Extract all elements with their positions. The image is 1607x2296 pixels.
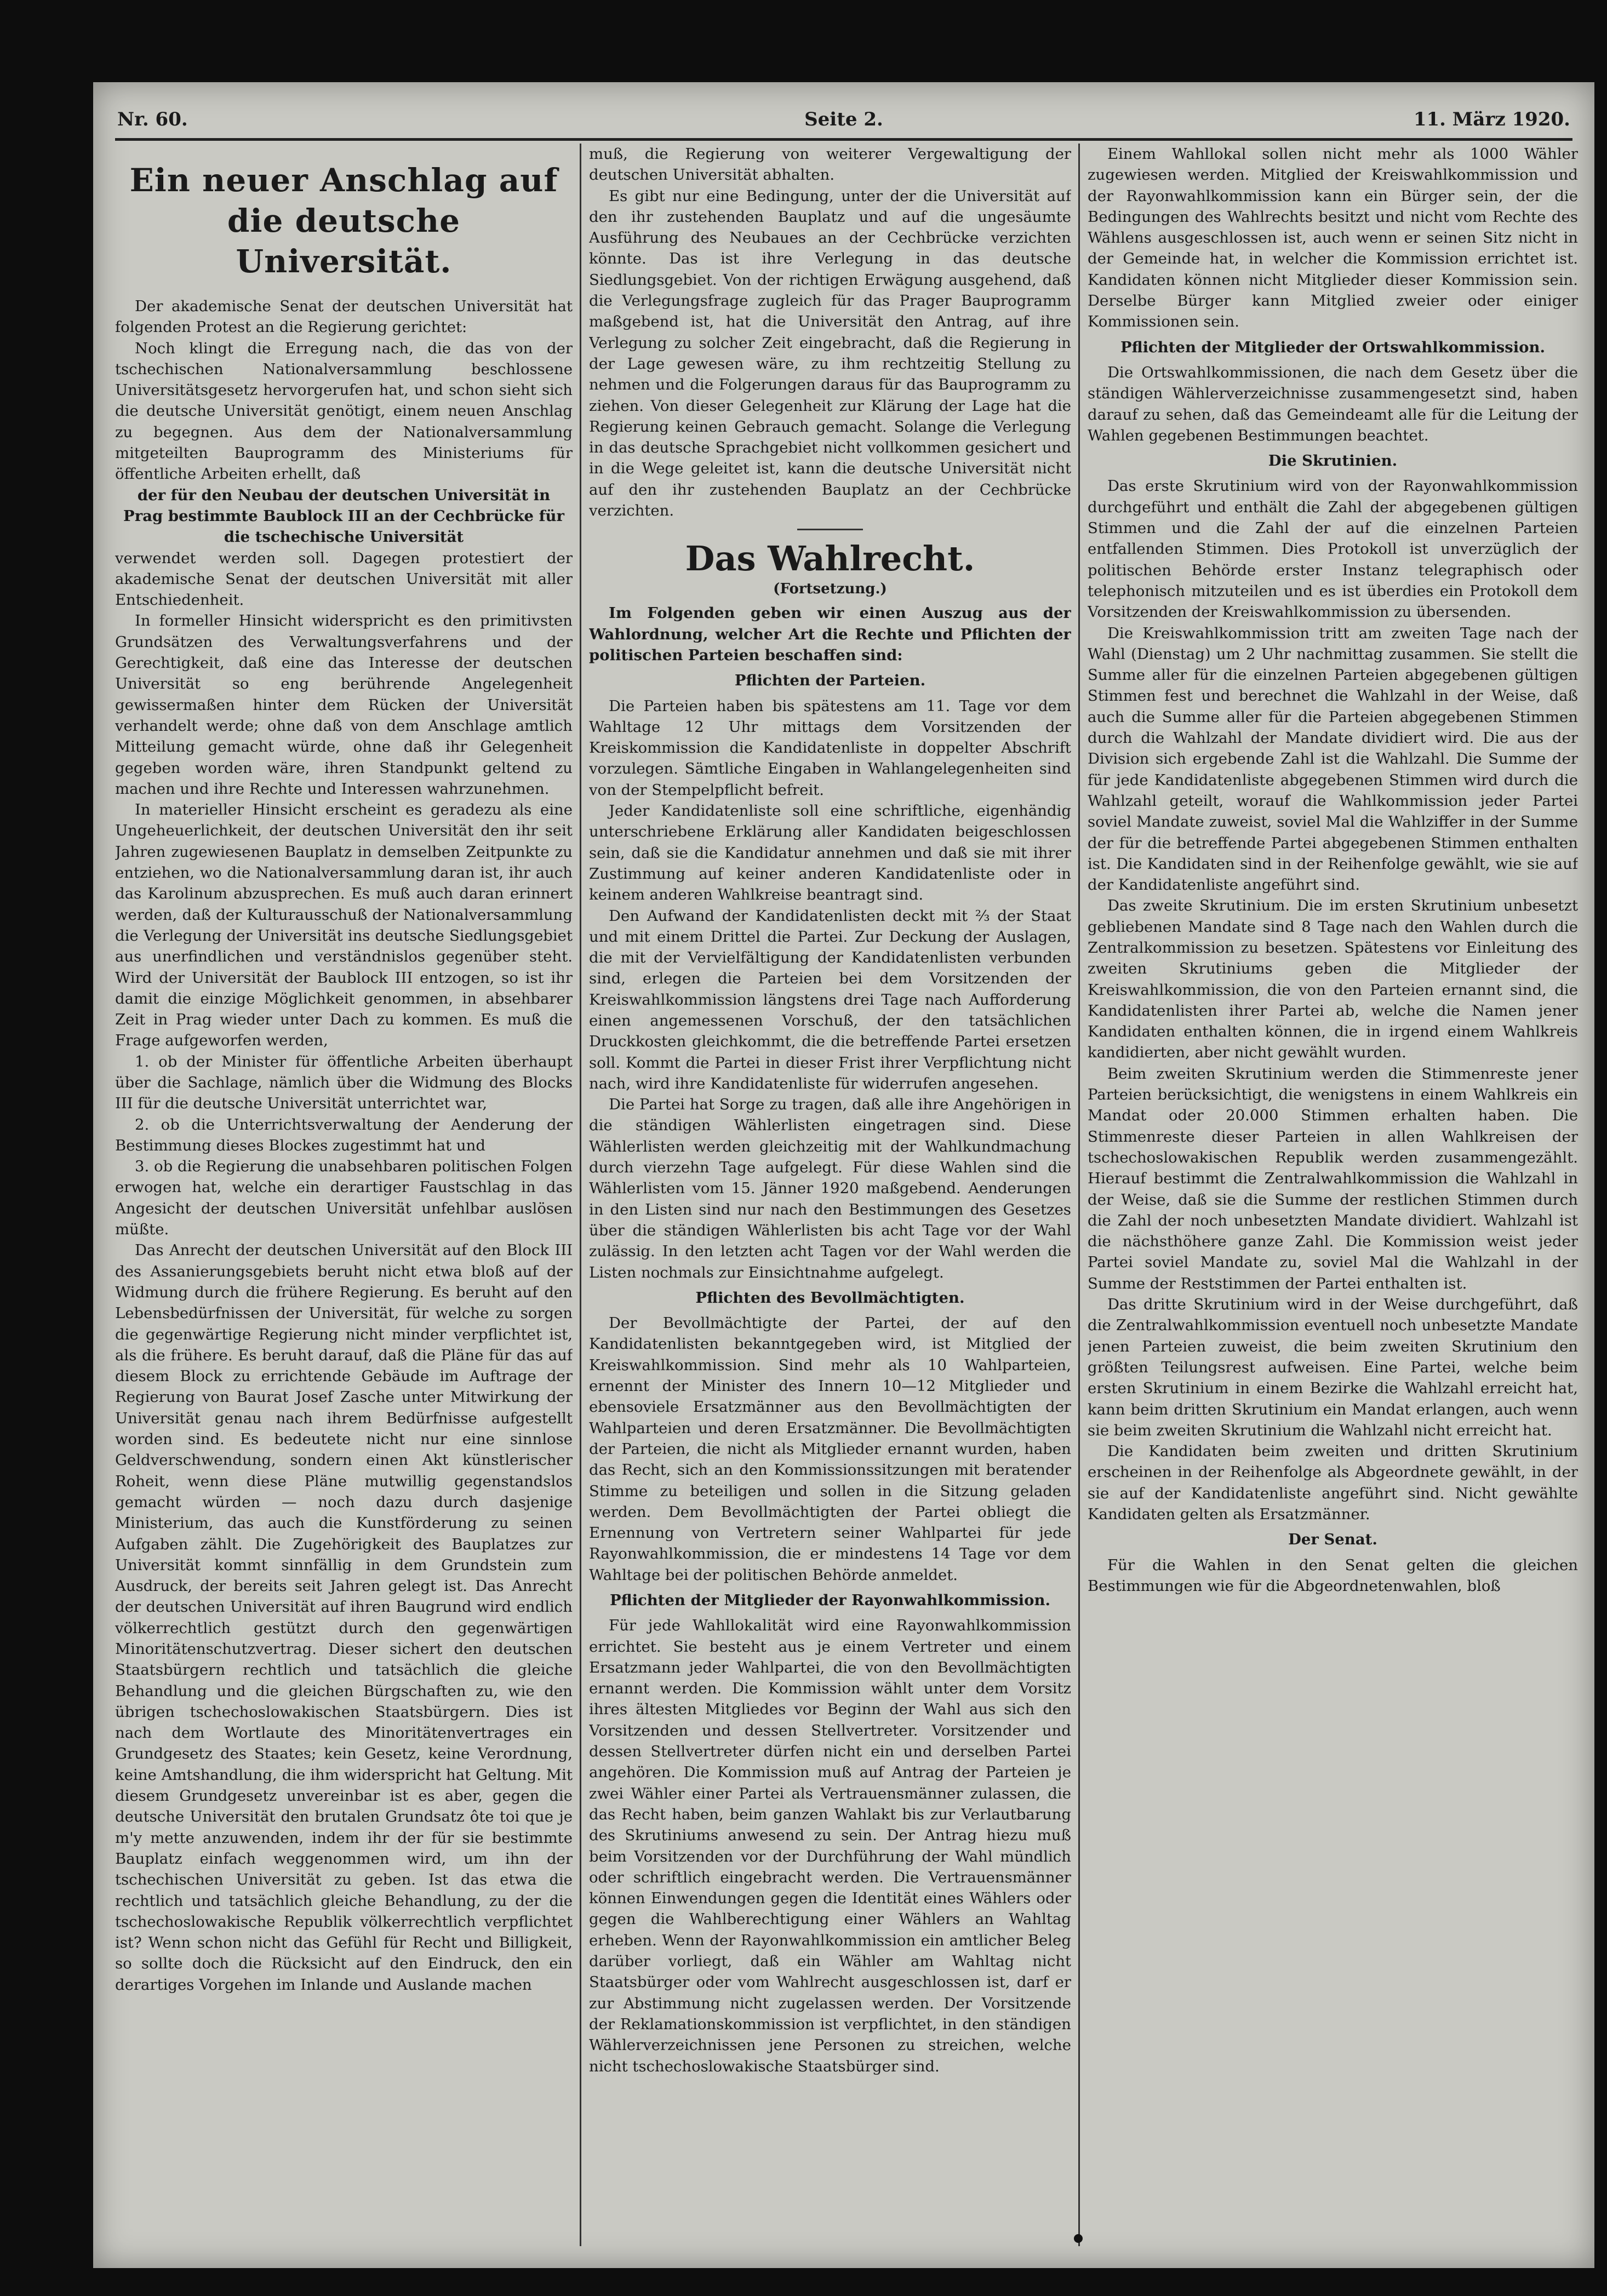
ink-dot bbox=[1074, 2234, 1083, 2243]
section-heading: Pflichten der Parteien. bbox=[734, 672, 926, 690]
header-rule bbox=[115, 138, 1572, 141]
article-title-wahlrecht: Das Wahlrecht. bbox=[685, 539, 975, 579]
section-heading: Die Skrutinien. bbox=[1268, 452, 1398, 470]
paragraph: Das zweite Skrutinium. Die im ersten Skrutinium unbesetzt gebliebenen Mandate sind 8 Tage nach den Wahlen durch die Zentralkommission zu besetzen. Spätestens vor Einleitung des zweiten Skrutiniums geben die Mitglieder der Kreiswahlkommission, die von den Parteien ernannt sind, die Kandidatenlisten ihrer Partei ab, welche die Namen jener Kandidaten enthalten können, die in irgend einem Wahlkreis kandidierten, aber nicht gewählt wurden. bbox=[1088, 897, 1578, 1062]
list-item: 3. ob die Regierung die unabsehbaren politischen Folgen erwogen hat, welche ein derartiger Faustschlag in das Angesicht der deutschen Universität unfehlbar auslösen müßte. bbox=[115, 1158, 573, 1239]
article-separator bbox=[797, 529, 863, 530]
page-header bbox=[117, 108, 1570, 141]
column-2 bbox=[589, 144, 1071, 2252]
paragraph: verwendet werden soll. Dagegen protestiert der akademische Senat der deutschen Universität mit aller Entschiedenheit. bbox=[115, 549, 573, 609]
paragraph: Der akademische Senat der deutschen Universität hat folgenden Protest an die Regierung gerichtet: bbox=[115, 297, 573, 336]
paragraph: Einem Wahllokal sollen nicht mehr als 1000 Wähler zugewiesen werden. Mitglied der Kreiswahlkommission und der Rayonwahlkommission kann ein Bürger sein, der die Bedingungen des Wahlrechts besitzt und nicht vom Rechte des Wählens ausgeschlossen ist, auch wenn er seinen Sitz nicht in der Gemeinde hat, in welcher die Kommission errichtet ist. Kandidaten können nicht Mitglieder dieser Kommission sein. Derselbe Bürger kann Mitglied zweier oder einiger Kommissionen sein. bbox=[1088, 145, 1578, 331]
paragraph: Die Partei hat Sorge zu tragen, daß alle ihre Angehörigen in die ständigen Wählerlisten eingetragen sind. Diese Wählerlisten werden gleichzeitig mit der Wahlkundmachung durch vierzehn Tage aufgelegt. Für diese Wahlen sind die Wählerlisten vom 15. Jänner 1920 maßgebend. Aenderungen in den Listen sind nur nach den Bestimmungen des Gesetzes über die ständigen Wählerlisten bis acht Tage vor der Wahl zulässig. In den letzten acht Tagen vor der Wahl werden die Listen nochmals zur Einsichtnahme aufgelegt. bbox=[589, 1096, 1071, 1281]
paragraph: In formeller Hinsicht widerspricht es den primitivsten Grundsätzen des Verwaltungsverfahrens und der Gerechtigkeit, daß eine das Interesse der deutschen Universität so eng berührende Angelegenheit gewissermaßen hinter dem Rücken der Universität verhandelt werde; ohne daß von dem Anschlage amtlich Mitteilung gemacht würde, ohne daß ihr Gelegenheit gegeben worden wäre, ihren Standpunkt geltend zu machen und ihre Rechte und Interessen wahrzunehmen. bbox=[115, 612, 573, 798]
column-1 bbox=[115, 144, 573, 2252]
paragraph: Noch klingt die Erregung nach, die das von der tschechischen Nationalversammlung beschlossene Universitätsgesetz hervorgerufen hat, und schon sieht sich die deutsche Universität genötigt, einem neuen Anschlag zu begegnen. Aus dem der Nationalversammlung mitgeteilten Bauprogramm des Ministeriums für öffentliche Arbeiten erhellt, daß bbox=[115, 339, 573, 483]
newspaper-page bbox=[93, 82, 1594, 2268]
list-item: 2. ob die Unterrichtsverwaltung der Aenderung der Bestimmung dieses Blockes zugestimmt hat und bbox=[115, 1115, 573, 1154]
article-subtitle: (Fortsetzung.) bbox=[773, 581, 887, 598]
paragraph: Für jede Wahllokalität wird eine Rayonwahlkommission errichtet. Sie besteht aus je einem Vertreter und einem Ersatzmann jeder Wahlpartei, die von den Bevollmächtigten ernannt werden. Die Kommission wählt unter dem Vorsitz ihres ältesten Mitgliedes vor Beginn der Wahl aus sich den Vorsitzenden und dessen Stellvertreter. Vorsitzender und dessen Stellvertreter dürfen nicht ein und derselben Partei angehören. Die Kommission muß auf Antrag der Parteien je zwei Wähler einer Partei als Vertrauensmänner zulassen, die das Recht haben, beim ganzen Wahlakt bis zur Verlautbarung des Skrutiniums anwesend zu sein. Der Antrag hiezu muß beim Vorsitzenden vor der Durchführung der Wahl mündlich oder schriftlich eingebracht werden. Die Vertrauensmänner können Einwendungen gegen die Identität eines Wählers oder gegen die Wahlberechtigung einer Wählers an Wahltag erheben. Wenn der Rayonwahlkommission ein amtlicher Beleg darüber vorliegt, daß ein Wähler am Wahltag nicht Staatsbürger oder vom Wahlrecht ausgeschlossen ist, darf er zur Abstimmung nicht zugelassen werden. Der Vorsitzende der Reklamationskommission ist verpflichtet, in den ständigen Wählerverzeichnissen jene Personen zu streichen, welche nicht tschechoslowakische Staatsbürger sind. bbox=[589, 1617, 1071, 2075]
section-heading: Der Senat. bbox=[1288, 1531, 1377, 1549]
list-item: 1. ob der Minister für öffentliche Arbeiten überhaupt über die Sachlage, nämlich über die Widmung des Blocks III für die deutsche Universität unterrichtet war, bbox=[115, 1052, 573, 1113]
paragraph: Das erste Skrutinium wird von der Rayonwahlkommission durchgeführt und enthält die Zahl der abgegebenen gültigen Stimmen und die Zahl der auf die einzelnen Parteien entfallenden Stimmen. Dies Protokoll ist unverzüglich der politischen Behörde erster Instanz telegraphisch oder telephonisch mitzuteilen und es ist überdies ein Protokoll dem Vorsitzenden der Kreiswahlkommission zu übersenden. bbox=[1088, 477, 1578, 621]
paragraph: Im Folgenden geben wir einen Auszug aus der Wahlordnung, welcher Art die Rechte und Pflichten der politischen Parteien beschaffen sind: bbox=[589, 604, 1071, 664]
article-title-universitaet: Ein neuer Anschlag auf die deutsche Universität. bbox=[129, 162, 558, 280]
paragraph: In materieller Hinsicht erscheint es geradezu als eine Ungeheuerlichkeit, der deutschen Universität den ihr seit Jahren zugewiesenen Bauplatz in demselben Zeitpunkte zu entziehen, wo die Nationalversammlung daran ist, ihr auch das Karolinum abzusprechen. Es muß auch daran erinnert werden, daß der Kulturausschuß der Nationalversammlung die Verlegung der Universität ins deutsche Siedlungsgebiet aus unerfindlichen und verständnislos gegenüber steht. Wird der Universität der Baublock III entzogen, so ist ihr damit die einzige Möglichkeit genommen, in absehbarer Zeit in Prag wieder unter Dach zu kommen. Es muß die Frage aufgeworfen werden, bbox=[115, 801, 573, 1050]
paragraph: Jeder Kandidatenliste soll eine schriftliche, eigenhändig unterschriebene Erklärung aller Kandidaten beigeschlossen sein, daß sie die Kandidatur annehmen und daß sie mit ihrer Zustimmung auf keiner anderen Kandidatenliste oder in keinem anderen Wahlkreise beantragt sind. bbox=[589, 802, 1071, 904]
paragraph: Für die Wahlen in den Senat gelten die gleichen Bestimmungen wie für die Abgeordnetenwahlen, bloß bbox=[1088, 1556, 1578, 1595]
paragraph: Das Anrecht der deutschen Universität auf den Block III des Assanierungsgebiets beruht nicht etwa bloß auf der Widmung durch die frühere Regierung. Es beruht auf den Lebensbedürfnissen der Universität, für welche zu sorgen die gegenwärtige Regierung nicht minder verpflichtet ist, als die frühere. Es beruht darauf, daß die Pläne für das auf diesem Block zu errichtende Gebäude im Auftrage der Regierung von Baurat Josef Zasche unter Mitwirkung der Universität genau nach ihrem Bedürfnisse aufgestellt worden sind. Es bedeutete nicht nur eine sinnlose Geldverschwendung, sondern einen Akt künstlerischer Roheit, wenn diese Pläne mutwillig gegenstandslos gemacht würden — noch dazu durch dasjenige Ministerium, das auch die Kunstförderung zu seinen Aufgaben zählt. Die Zugehörigkeit des Bauplatzes zur Universität kommt sinnfällig in dem Grundstein zum Ausdruck, der bereits seit Jahren gelegt ist. Das Anrecht der deutschen Universität auf ihren Baugrund wird endlich völkerrechtlich gestützt durch den gegenwärtigen Minoritätenschutzvertrag. Dieser sichert den deutschen Staatsbürgern rechtlich und tatsächlich die gleiche Behandlung und die gleichen Bürgschaften zu, wie den übrigen tschechoslowakischen Staatsbürgern. Dies ist nach dem Wortlaute des Minoritätenvertrages ein Grundgesetz des Staates; kein Gesetz, keine Verordnung, keine Amtshandlung, die ihm widerspricht hat Geltung. Mit diesem Grundgesetz unvereinbar ist es aber, gegen die deutsche Universität den brutalen Grundsatz ôte toi que je m'y mette anzuwenden, indem ihr der für sie bestimmte Bauplatz einfach weggenommen wird, um ihn der tschechischen Universität zu geben. Ist das etwa die rechtlich und tatsächlich gleiche Behandlung, zu der die tschechoslowakische Republik völkerrechtlich verpflichtet ist? Wenn schon nicht das Gefühl für Recht und Billigkeit, so sollte doch die Rücksicht auf den Eindruck, den ein derartiges Vorgehen im Inlande und Auslande machen bbox=[115, 1241, 573, 1994]
section-heading: Pflichten des Bevollmächtigten. bbox=[695, 1289, 965, 1307]
highlighted-paragraph: der für den Neubau der deutschen Universität in Prag bestimmte Baublock III an der Cechbrücke für die tschechische Universität bbox=[123, 486, 564, 546]
issue-date: 11. März 1920. bbox=[1413, 108, 1570, 130]
paragraph: Es gibt nur eine Bedingung, unter der die Universität auf den ihr zustehenden Bauplatz und auf die ungesäumte Ausführung des Neubaues an der Cechbrücke verzichten könnte. Das ist ihre Verlegung in das deutsche Siedlungsgebiet. Von der richtigen Erwägung ausgehend, daß die Verlegungsfrage zugleich für das Prager Bauprogramm maßgebend ist, hat die Universität den Antrag, auf ihre Verlegung zu solcher Zeit eingebracht, daß die Regierung in der Lage gewesen wäre, zu ihm rechtzeitig Stellung zu nehmen und die Folgerungen daraus für das Bauprogramm zu ziehen. Von dieser Gelegenheit zur Klärung der Lage hat die Regierung keinen Gebrauch gemacht. Solange die Verlegung in das deutsche Sprachgebiet nicht vollkommen gesichert und in die Wege geleitet ist, kann die deutsche Universität nicht auf den ihr zustehenden Bauplatz an der Cechbrücke verzichten. bbox=[589, 187, 1071, 520]
paragraph: Die Ortswahlkommissionen, die nach dem Gesetz über die ständigen Wählerverzeichnisse zusammengesetzt sind, haben darauf zu sehen, daß das Gemeindeamt alle für die Leitung der Wahlen gegebenen Bestimmungen beachtet. bbox=[1088, 363, 1578, 444]
paragraph: Der Bevollmächtigte der Partei, der auf den Kandidatenlisten bekanntgegeben wird, ist Mitglied der Kreiswahlkommission. Sind mehr als 10 Wahlparteien, ernennt der Minister des Innern 10—12 Mitglieder und ebensoviele Ersatzmänner aus den Bevollmächtigten der Wahlparteien und deren Ersatzmänner. Die Bevollmächtigten der Parteien, die nicht als Mitglieder ernannt wurden, haben das Recht, sich an den Kommissionssitzungen mit beratender Stimme zu beteiligen und sollen in die Sitzung geladen werden. Dem Bevollmächtigten der Partei obliegt die Ernennung von Vertretern seiner Wahlpartei für jede Rayonwahlkommission, die er mindestens 14 Tage vor dem Wahltage bei der politischen Behörde anmeldet. bbox=[589, 1314, 1071, 1584]
paragraph: muß, die Regierung von weiterer Vergewaltigung der deutschen Universität abhalten. bbox=[589, 145, 1071, 184]
paragraph: Die Kreiswahlkommission tritt am zweiten Tage nach der Wahl (Dienstag) um 2 Uhr nachmittag zusammen. Sie stellt die Summe aller für die einzelnen Parteien abgegebenen gültigen Stimmen fest und berechnet die Wahlzahl in der Weise, daß auch die Summe aller für die Parteien abgegebenen Stimmen durch die Wahlzahl der Mandate dividiert wird. Die aus der Division sich ergebende Zahl ist die Wahlzahl. Die Summe der für jede Kandidatenliste abgegebenen Stimmen wird durch die Wahlzahl geteilt, worauf die Wahlkommission jeder Partei soviel Mandate zuweist, soviel Mal die Wahlziffer in der Summe der für die betreffende Partei abgegebenen Stimmen enthalten ist. Die Kandidaten sind in der Reihenfolge gewählt, wie sie auf der Kandidatenliste angeführt sind. bbox=[1088, 624, 1578, 894]
column-3 bbox=[1088, 144, 1578, 2252]
section-heading: Pflichten der Mitglieder der Ortswahlkommission. bbox=[1120, 338, 1546, 356]
issue-number: Nr. 60. bbox=[117, 108, 188, 130]
section-heading: Pflichten der Mitglieder der Rayonwahlkommission. bbox=[609, 1591, 1051, 1609]
page-number: Seite 2. bbox=[804, 108, 883, 130]
column-divider bbox=[580, 144, 581, 2246]
column-divider bbox=[1078, 144, 1080, 2246]
paragraph: Das dritte Skrutinium wird in der Weise durchgeführt, daß die Zentralwahlkommission eventuell noch unbesetzte Mandate jenen Parteien zuweist, die beim zweiten Skrutinium den größten Teilungsrest aufweisen. Eine Partei, welche beim ersten Skrutinium in einem Bezirke die Wahlzahl erreicht hat, kann beim dritten Skrutinium ein Mandat erlangen, auch wenn sie beim zweiten Skrutinium die Wahlzahl nicht erreicht hat. bbox=[1088, 1296, 1578, 1439]
paragraph: Die Parteien haben bis spätestens am 11. Tage vor dem Wahltage 12 Uhr mittags dem Vorsitzenden der Kreiskommission die Kandidatenliste in doppelter Abschrift vorzulegen. Sämtliche Eingaben in Wahlangelegenheiten sind von der Stempelpflicht befreit. bbox=[589, 697, 1071, 799]
paragraph: Den Aufwand der Kandidatenlisten deckt mit ⅔ der Staat und mit einem Drittel die Partei. Zur Deckung der Auslagen, die mit der Vervielfältigung der Kandidatenlisten verbunden sind, erlegen die Parteien bei dem Vorsitzenden der Kreiswahlkommission längstens drei Tage nach Aufforderung einen angemessenen Vorschuß, der den tatsächlichen Druckkosten gleichkommt, die die betreffende Partei ersetzen soll. Kommt die Partei in dieser Frist ihrer Verpflichtung nicht nach, wird ihre Kandidatenliste für widerrufen angesehen. bbox=[589, 907, 1071, 1092]
paragraph: Die Kandidaten beim zweiten und dritten Skrutinium erscheinen in der Reihenfolge als Abgeordnete gewählt, in der sie auf der Kandidatenliste angeführt sind. Nicht gewählte Kandidaten gelten als Ersatzmänner. bbox=[1088, 1442, 1578, 1523]
paragraph: Beim zweiten Skrutinium werden die Stimmenreste jener Parteien berücksichtigt, die wenigstens in einem Wahlkreis ein Mandat oder 20.000 Stimmen erhalten haben. Die Stimmenreste dieser Parteien in allen Wahlkreisen der tschechoslowakischen Republik werden zusammengezählt. Hierauf bestimmt die Zentralwahlkommission die Wahlzahl in der Weise, daß sie die Summe der restlichen Stimmen durch die Zahl der noch unbesetzten Mandate dividiert. Wahlzahl ist die nächsthöhere ganze Zahl. Die Kommission weist jeder Partei soviel Mandate zu, soviel Mal die Wahlzahl in der Summe der Reststimmen der Partei enthalten ist. bbox=[1088, 1064, 1578, 1292]
